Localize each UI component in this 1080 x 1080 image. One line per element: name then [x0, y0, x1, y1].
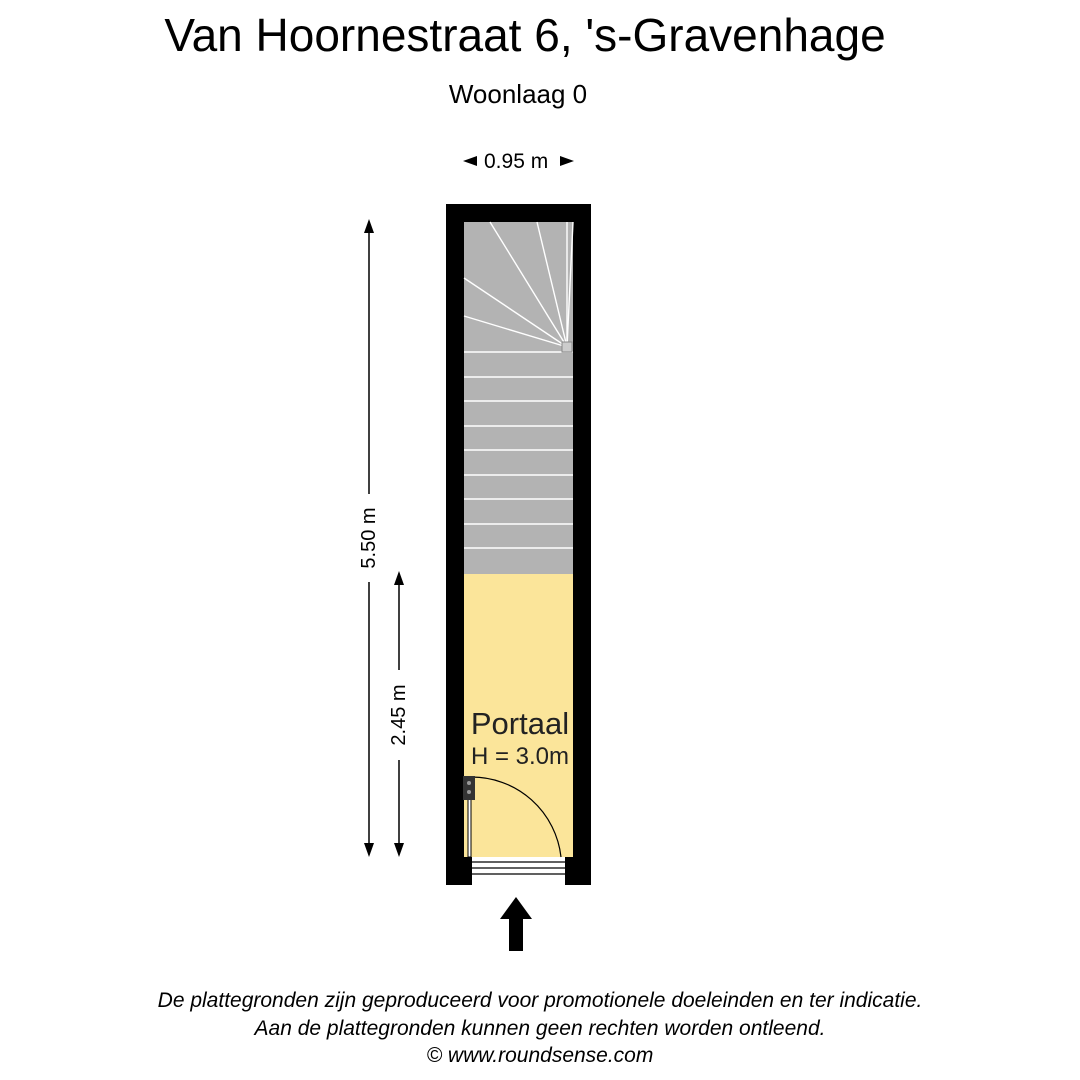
copyright-link[interactable]: © www.roundsense.com [426, 1044, 654, 1067]
width-dimension-label: 0.95 m [484, 150, 549, 173]
width-arrow-right [560, 156, 574, 166]
room-height-label: H = 3.0m [470, 743, 570, 770]
staircase [464, 222, 573, 574]
disclaimer-line-2: Aan de plattegronden kunnen geen rechten worden ontleend. [254, 1017, 826, 1040]
width-arrow-left [463, 156, 477, 166]
room-name-label: Portaal [470, 706, 570, 741]
disclaimer-line-1: De plattegronden zijn geproduceerd voor promotionele doeleinden en ter indicatie. [157, 989, 923, 1012]
entrance-arrow-icon [500, 897, 532, 951]
plan-title: Van Hoornestraat 6, 's-Gravenhage [164, 9, 886, 61]
floor-label: Woonlaag 0 [448, 79, 588, 109]
total-length-dimension-label: 5.50 m [358, 507, 380, 569]
room-length-dimension-label: 2.45 m [388, 684, 410, 746]
